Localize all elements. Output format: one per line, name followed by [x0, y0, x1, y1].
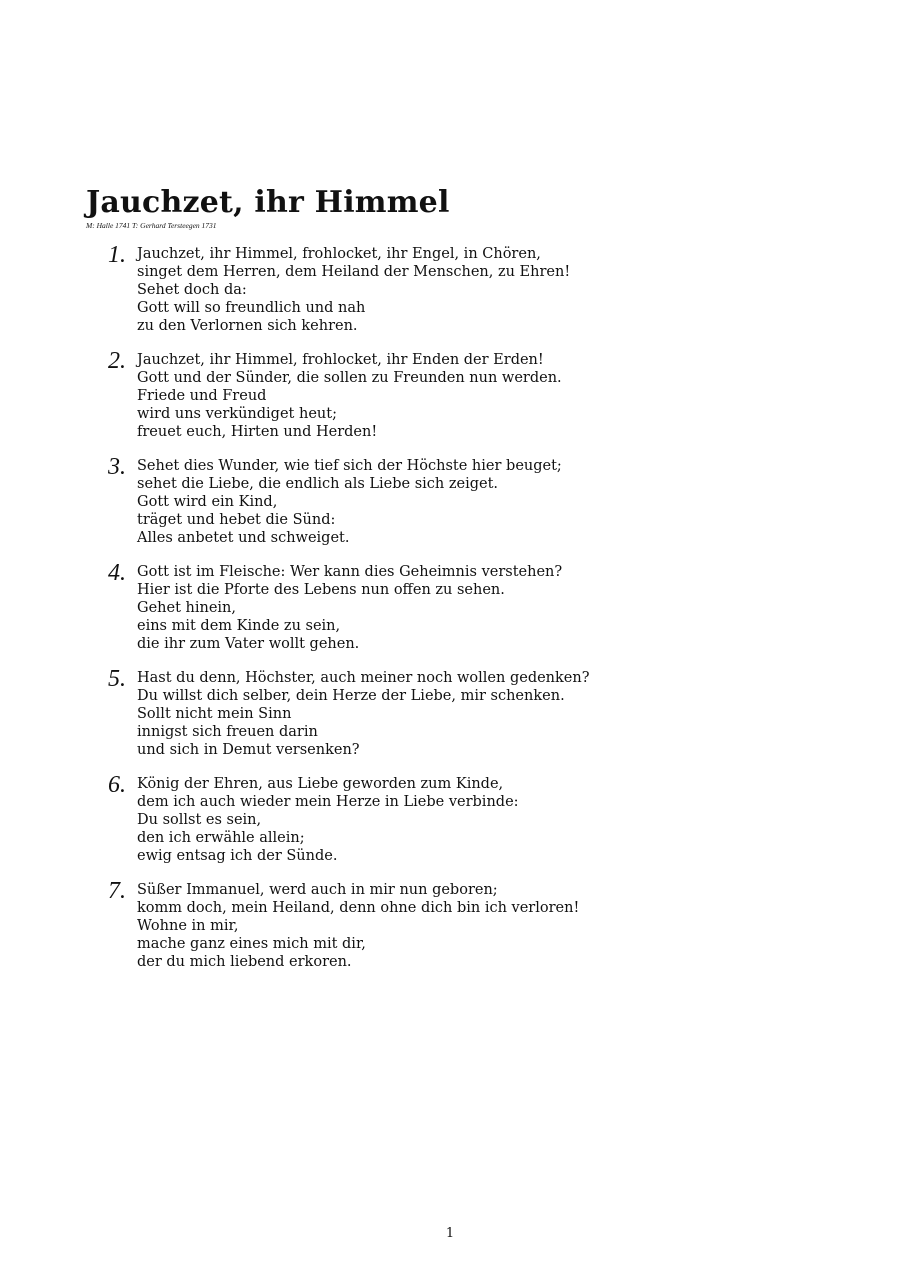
verse-line: die ihr zum Vater wollt gehen.: [137, 636, 360, 653]
verse-line: Süßer Immanuel, werd auch in mir nun geboren;: [137, 882, 498, 898]
verse-line: träget und hebet die Sünd:: [137, 512, 336, 529]
verse-number: 6.: [108, 772, 126, 798]
verse-2: [0, 348, 900, 441]
verse-line: König der Ehren, aus Liebe geworden zum Kinde,: [137, 776, 504, 792]
verse-4: [0, 560, 900, 653]
verse-lines: [137, 775, 519, 865]
verse-line: Wohne in mir,: [137, 918, 239, 935]
verse-line: Sehet dies Wunder, wie tief sich der Höchste hier beuget;: [137, 458, 562, 474]
verse-line: zu den Verlornen sich kehren.: [137, 318, 358, 335]
verse-lines: [137, 351, 562, 441]
verse-line: Hier ist die Pforte des Lebens nun offen zu sehen.: [137, 582, 505, 599]
verse-line: den ich erwähle allein;: [137, 830, 305, 847]
page-number: 1: [445, 1226, 455, 1241]
hymn-title: Jauchzet, ihr Himmel: [86, 185, 450, 220]
verse-line: Sehet doch da:: [137, 282, 247, 299]
verse-line: Gott will so freundlich und nah: [137, 300, 366, 317]
verse-line: Friede und Freud: [137, 388, 267, 405]
verse-line: mache ganz eines mich mit dir,: [137, 936, 366, 953]
verse-lines: [137, 881, 579, 971]
verse-lines: [137, 563, 562, 653]
verse-line: Gott wird ein Kind,: [137, 494, 278, 511]
verse-line: Jauchzet, ihr Himmel, frohlocket, ihr Engel, in Chören,: [137, 246, 541, 262]
verse-number: 4.: [108, 560, 126, 586]
verse-line: ewig entsag ich der Sünde.: [137, 848, 338, 865]
verse-line: Hast du denn, Höchster, auch meiner noch wollen gedenken?: [137, 670, 590, 686]
verse-line: komm doch, mein Heiland, denn ohne dich bin ich verloren!: [137, 900, 580, 917]
verse-5: [0, 666, 900, 759]
verse-line: sehet die Liebe, die endlich als Liebe sich zeiget.: [137, 476, 499, 493]
verse-line: Gehet hinein,: [137, 600, 237, 617]
verse-number: 3.: [108, 454, 126, 480]
verse-lines: [137, 669, 590, 759]
verse-6: [0, 772, 900, 865]
verse-line: Gott und der Sünder, die sollen zu Freunden nun werden.: [137, 370, 562, 387]
verse-list: [0, 242, 900, 971]
verse-1: [0, 242, 900, 335]
verse-line: Du willst dich selber, dein Herze der Liebe, mir schenken.: [137, 688, 565, 705]
verse-number: 1.: [108, 242, 126, 268]
verse-line: Alles anbetet und schweiget.: [137, 530, 350, 547]
verse-number: 7.: [108, 878, 126, 904]
verse-3: [0, 454, 900, 547]
verse-line: Du sollst es sein,: [137, 812, 262, 829]
verse-line: dem ich auch wieder mein Herze in Liebe verbinde:: [137, 794, 519, 811]
verse-line: Jauchzet, ihr Himmel, frohlocket, ihr Enden der Erden!: [137, 352, 544, 368]
verse-line: singet dem Herren, dem Heiland der Menschen, zu Ehren!: [137, 264, 571, 281]
verse-line: Sollt nicht mein Sinn: [137, 706, 292, 723]
verse-line: wird uns verkündiget heut;: [137, 406, 337, 423]
verse-lines: [137, 245, 570, 335]
verse-line: und sich in Demut versenken?: [137, 742, 360, 759]
verse-line: eins mit dem Kinde zu sein,: [137, 618, 341, 635]
verse-number: 2.: [108, 348, 126, 374]
verse-line: innigst sich freuen darin: [137, 724, 318, 741]
hymn-credits: M: Halle 1741 T: Gerhard Tersteegen 1731: [86, 221, 217, 230]
verse-7: [0, 878, 900, 971]
verse-line: freuet euch, Hirten und Herden!: [137, 424, 378, 441]
verse-number: 5.: [108, 666, 126, 692]
verse-line: Gott ist im Fleische: Wer kann dies Geheimnis verstehen?: [137, 564, 563, 580]
verse-lines: [137, 457, 562, 547]
verse-line: der du mich liebend erkoren.: [137, 954, 352, 971]
